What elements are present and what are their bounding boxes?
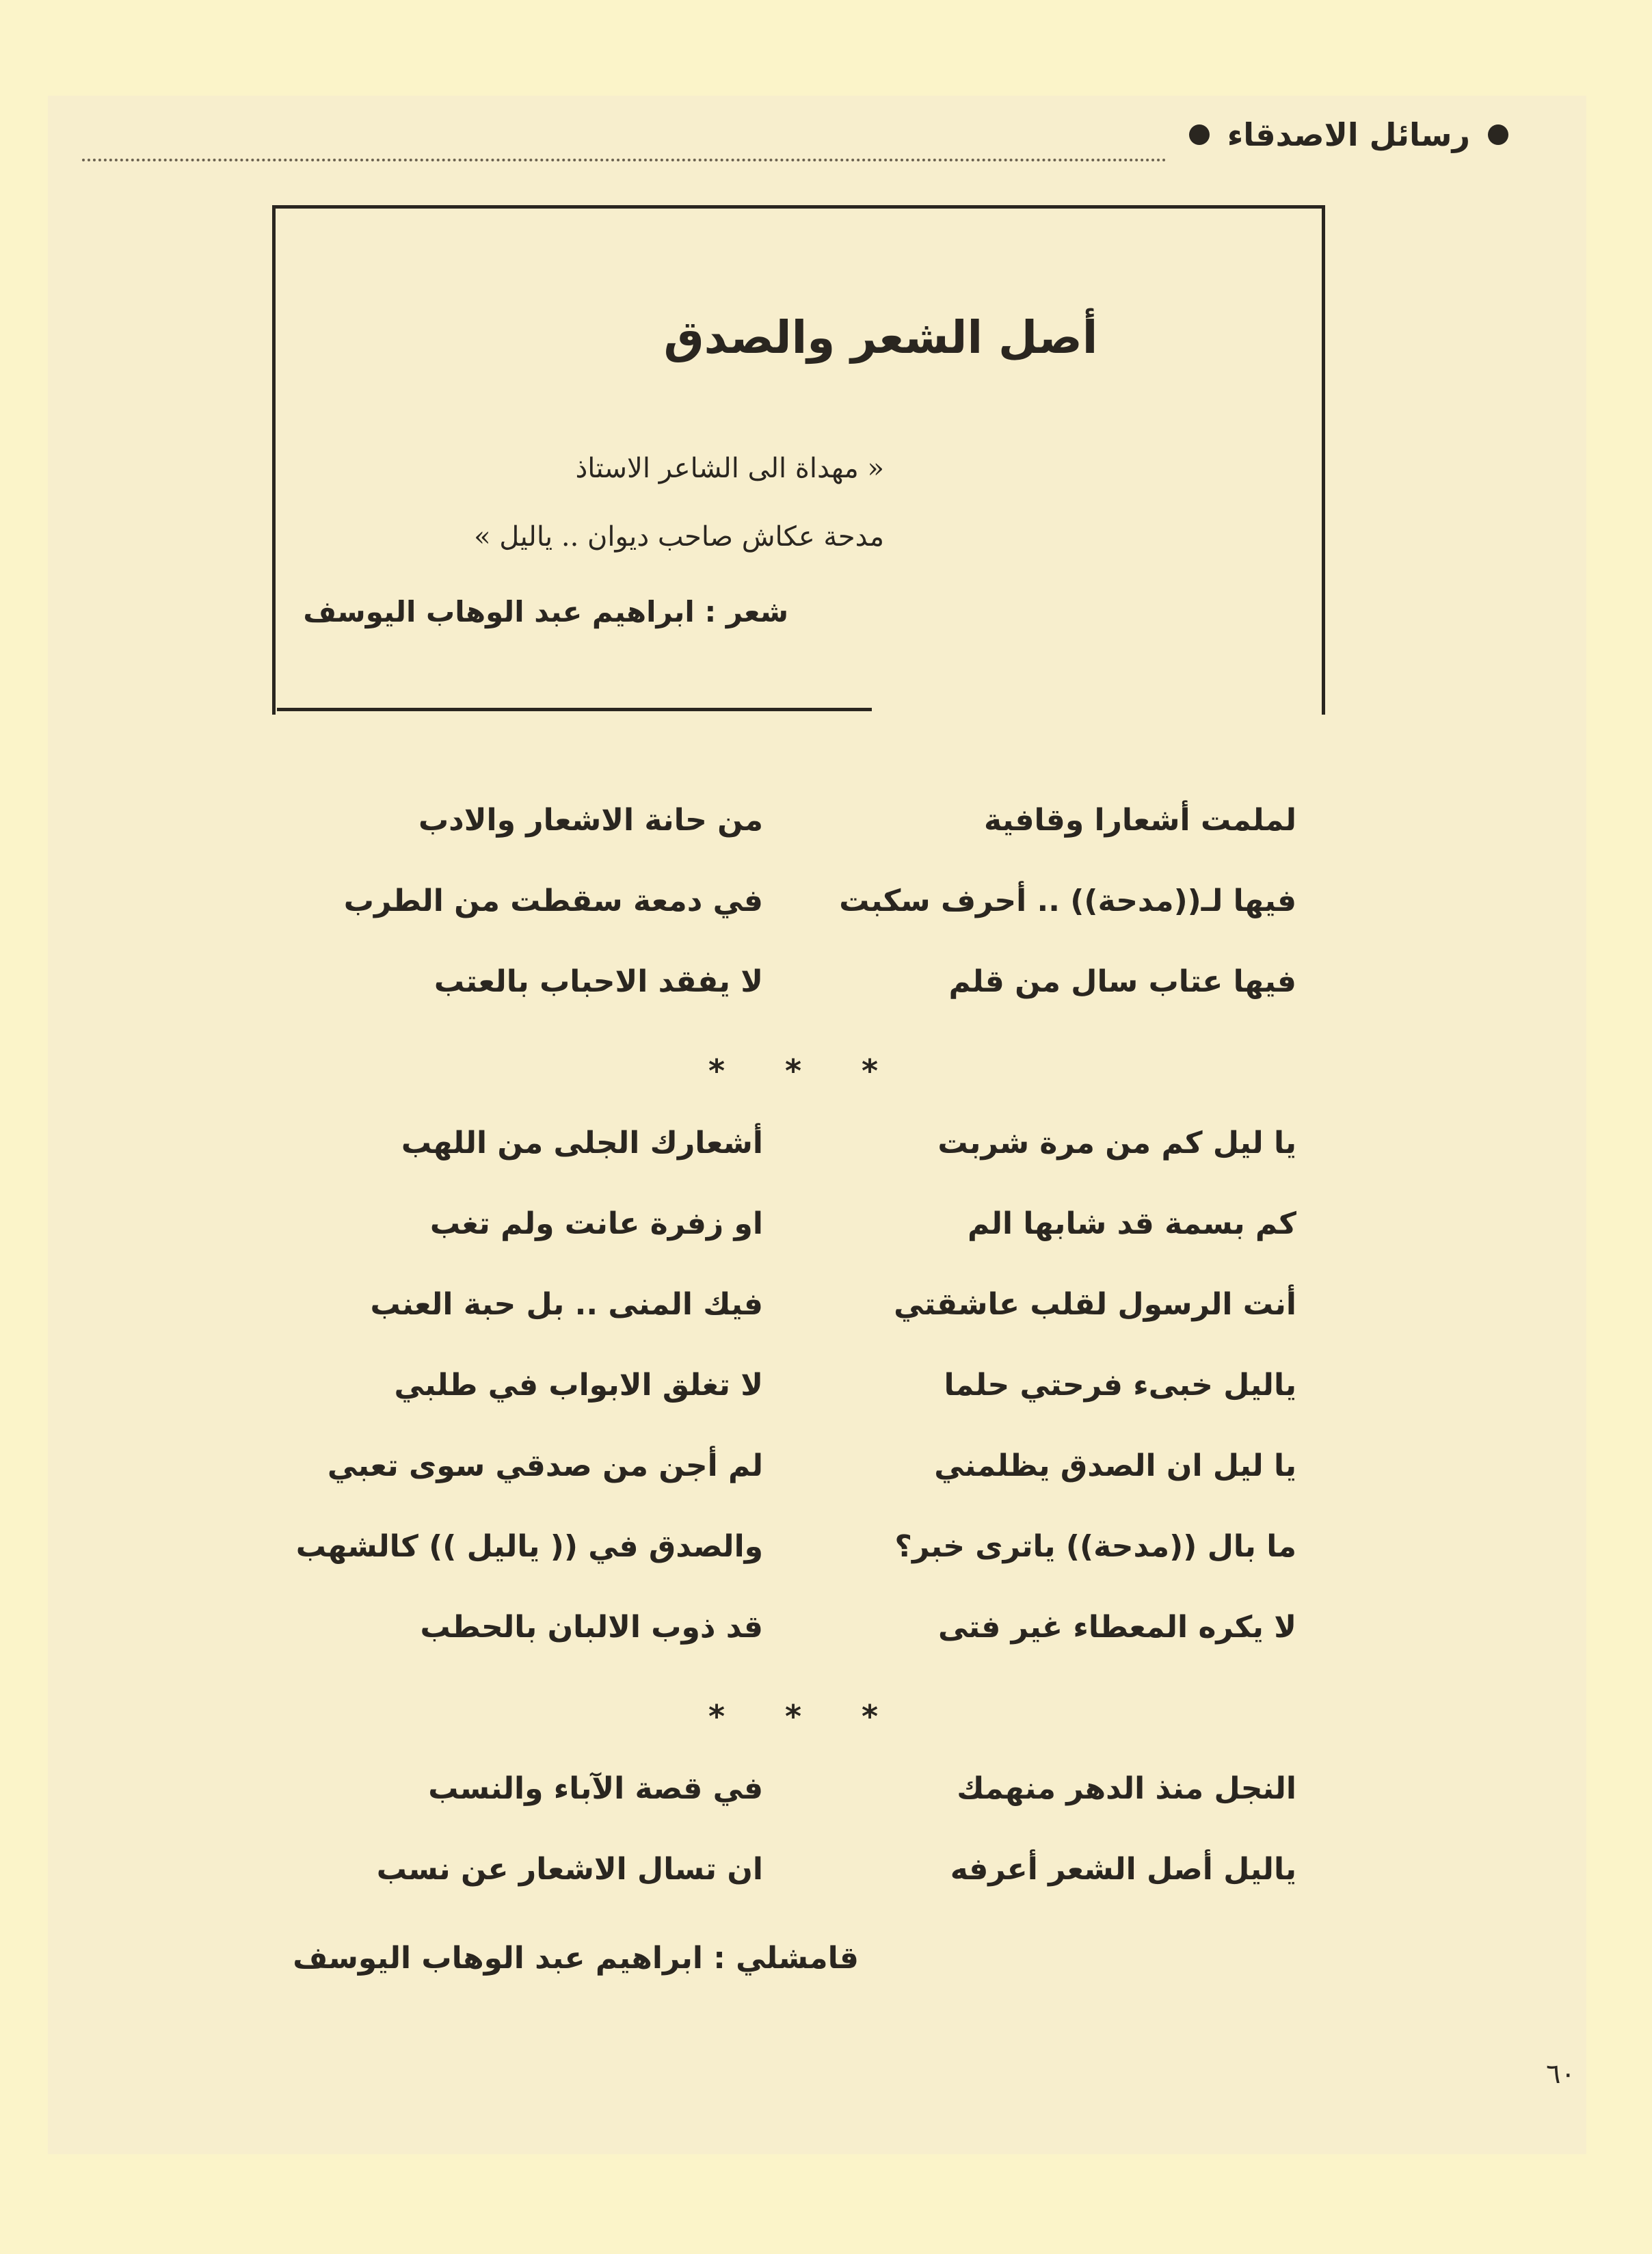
poem-body [0, 797, 1652, 1926]
verse-second-half: لا تغلق الابواب في طلبي [394, 1368, 763, 1403]
verse-first-half: فيها لـ((مدحة)) .. أحرف سكبت [839, 884, 1296, 918]
verse-first-half: ما بال ((مدحة)) ياترى خبر؟ [894, 1529, 1296, 1564]
verse-second-half: لم أجن من صدقي سوى تعبي [327, 1448, 763, 1483]
section-title [1189, 116, 1508, 153]
verse-row [0, 1765, 1652, 1846]
dedication-line: « مهداة الى الشاعر الاستاذ [575, 453, 884, 484]
verse-row [0, 1442, 1652, 1523]
verse-second-half: قد ذوب الالبان بالحطب [420, 1610, 763, 1645]
asterisk-icon: * [708, 1698, 725, 1735]
page-number: ٦٠ [1546, 2058, 1575, 2090]
stanza-separator [0, 1684, 1652, 1765]
verse-row [0, 1604, 1652, 1684]
verse-row [0, 1523, 1652, 1604]
poet-byline: شعر : ابراهيم عبد الوهاب اليوسف [303, 595, 788, 628]
verse-first-half: كم بسمة قد شابها الم [967, 1206, 1296, 1241]
verse-row [0, 1200, 1652, 1281]
title-box [272, 205, 1325, 715]
verse-row [0, 797, 1652, 877]
verse-row [0, 1281, 1652, 1362]
verse-second-half: أشعارك الجلى من اللهب [401, 1126, 763, 1161]
section-title-text: رسائل الاصدقاء [1227, 116, 1470, 153]
asterisk-icon: * [785, 1052, 802, 1089]
verse-second-half: والصدق في (( ياليل )) كالشهب [295, 1529, 763, 1564]
bullet-dot-icon [1488, 124, 1508, 145]
asterisk-icon: * [708, 1052, 725, 1089]
verse-first-half: ياليل أصل الشعر أعرفه [950, 1852, 1296, 1887]
verse-second-half: او زفرة عانت ولم تغب [429, 1206, 763, 1241]
verse-row [0, 1362, 1652, 1442]
verse-first-half: النجل منذ الدهر منهمك [957, 1771, 1296, 1806]
verse-first-half: لا يكره المعطاء غير فتى [938, 1610, 1296, 1645]
title-box-bottom-rule [277, 708, 872, 711]
verse-row [0, 877, 1652, 958]
verse-first-half: يا ليل ان الصدق يظلمني [934, 1448, 1296, 1483]
asterisk-icon: * [862, 1052, 879, 1089]
bullet-dot-icon [1189, 124, 1210, 145]
verse-first-half: ياليل خبىء فرحتي حلما [944, 1368, 1296, 1403]
verse-row [0, 1846, 1652, 1926]
dotted-divider [82, 159, 1167, 161]
verse-first-half: فيها عتاب سال من قلم [948, 964, 1296, 999]
verse-first-half: يا ليل كم من مرة شربت [937, 1126, 1296, 1161]
verse-second-half: في دمعة سقطت من الطرب [343, 884, 763, 918]
verse-second-half: من حانة الاشعار والادب [418, 803, 763, 838]
verse-second-half: فيك المنى .. بل حبة العنب [370, 1287, 763, 1322]
dedication-line: مدحة عكاش صاحب ديوان .. ياليل » [474, 521, 884, 553]
dedication [474, 434, 884, 571]
verse-second-half: في قصة الآباء والنسب [428, 1771, 763, 1806]
verse-row [0, 958, 1652, 1039]
verse-second-half: لا يفقد الاحباب بالعتب [434, 964, 763, 999]
signature: قامشلي : ابراهيم عبد الوهاب اليوسف [293, 1941, 859, 1976]
poem-title: أصل الشعر والصدق [663, 311, 1098, 364]
verse-first-half: لملمت أشعارا وقافية [984, 803, 1296, 838]
verse-row [0, 1119, 1652, 1200]
verse-second-half: ان تسال الاشعار عن نسب [376, 1852, 763, 1887]
asterisk-icon: * [862, 1698, 879, 1735]
stanza-separator [0, 1039, 1652, 1119]
page-header [82, 116, 1508, 171]
verse-first-half: أنت الرسول لقلب عاشقتي [894, 1287, 1296, 1322]
asterisk-icon: * [785, 1698, 802, 1735]
